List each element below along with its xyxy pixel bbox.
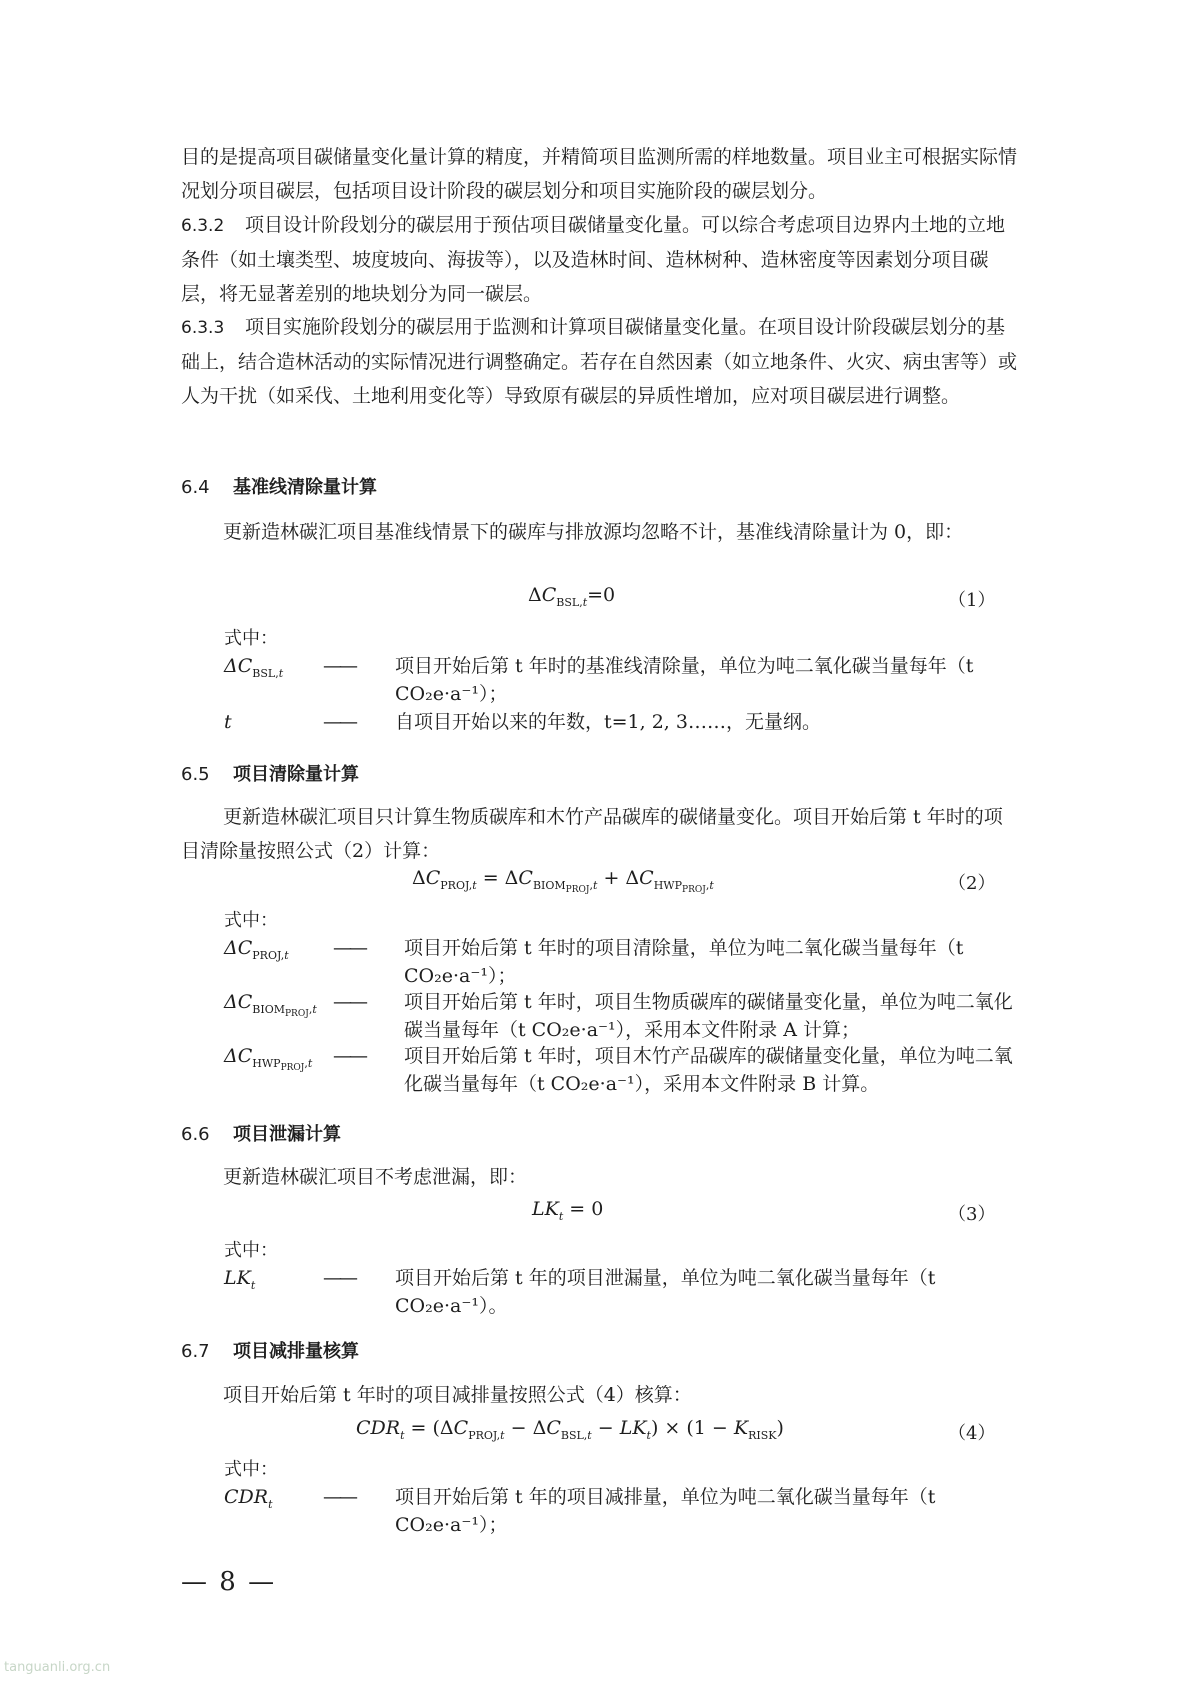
heading-title: 项目泄漏计算 [233, 1124, 341, 1145]
heading-title: 项目减排量核算 [233, 1341, 359, 1362]
definition-text: 自项目开始以来的年数，t=1, 2, 3……，无量纲。 [395, 711, 821, 733]
clause-number: 6.3.2 [181, 216, 225, 236]
definition-dash: —— [323, 655, 355, 677]
paragraph-6-4: 更新造林碳汇项目基准线情景下的碳库与排放源均忽略不计，基准线清除量计为 0，即： [223, 521, 964, 543]
clause-6-3-3 [181, 310, 1021, 413]
definition-text: 项目开始后第 t 年的项目减排量，单位为吨二氧化碳当量每年（t CO₂e·a⁻¹）； [395, 1486, 936, 1536]
clause-number: 6.3.3 [181, 318, 225, 338]
definition-text: 项目开始后第 t 年时的项目清除量，单位为吨二氧化碳当量每年（t CO₂e·a⁻¹）； [404, 937, 964, 987]
equation-2: $\Delta C_{PROJ,t} = \Delta C_{BIOM_{PROJ},t} + \Delta C_{HWP_{PROJ},t}$ [412, 867, 714, 895]
definition-text: 项目开始后第 t 年的项目泄漏量，单位为吨二氧化碳当量每年（t CO₂e·a⁻¹）。 [395, 1267, 936, 1317]
equation-4: $CDR_t = (\Delta C_{PROJ,t} - \Delta C_{BSL,t} - LK_t) \times (1 - K_{RISK})$ [356, 1417, 784, 1442]
clause-text: 项目设计阶段划分的碳层用于预估项目碳储量变化量。可以综合考虑项目边界内土地的立地条件（如土壤类型、坡度坡向、海拔等），以及造林时间、造林树种、造林密度等因素划分项目碳层，将无显著差别的地块划分为同一碳层。 [181, 214, 1006, 305]
heading-title: 项目清除量计算 [233, 764, 359, 785]
heading-number: 6.7 [181, 1341, 210, 1362]
clause-text: 项目实施阶段划分的碳层用于监测和计算项目碳储量变化量。在项目设计阶段碳层划分的基础上，结合造林活动的实际情况进行调整确定。若存在自然因素（如立地条件、火灾、病虫害等）或人为干扰（如采伐、土地利用变化等）导致原有碳层的异质性增加，应对项目碳层进行调整。 [181, 316, 1018, 407]
where-label: 式中： [224, 628, 278, 649]
definition-dash: —— [323, 1267, 355, 1289]
watermark: tanguanli.org.cn [4, 1660, 111, 1675]
definition-dash: —— [323, 1486, 355, 1508]
clause-6-3-2 [181, 208, 1021, 311]
definition-symbol: $LK_t$ [224, 1267, 256, 1292]
heading-6-4 [181, 473, 377, 499]
definition-text: 项目开始后第 t 年时的基准线清除量，单位为吨二氧化碳当量每年（t CO₂e·a⁻¹）； [395, 655, 974, 705]
definition-symbol: $\Delta C_{BSL,t}$ [224, 655, 284, 680]
paragraph-6-7: 项目开始后第 t 年时的项目减排量按照公式（4）核算： [223, 1384, 692, 1406]
definition-text: 项目开始后第 t 年时，项目生物质碳库的碳储量变化量，单位为吨二氧化碳当量每年（t CO₂e·a⁻¹），采用本文件附录 A 计算； [404, 991, 1013, 1041]
heading-number: 6.4 [181, 477, 210, 498]
heading-title: 基准线清除量计算 [233, 477, 377, 498]
heading-6-7 [181, 1337, 359, 1363]
definition-symbol: t [224, 711, 232, 733]
page-number: — 8 — [181, 1567, 277, 1597]
equation-1: $\Delta C_{BSL,t}=0$ [528, 584, 616, 609]
equation-number: （2） [948, 873, 996, 894]
equation-3: $LK_t = 0$ [532, 1198, 604, 1223]
paragraph-6-5: 更新造林碳汇项目只计算生物质碳库和木竹产品碳库的碳储量变化。项目开始后第 t 年时的项目清除量按照公式（2）计算： [181, 806, 1003, 862]
equation-number: （3） [948, 1204, 996, 1225]
paragraph-6-6: 更新造林碳汇项目不考虑泄漏，即： [223, 1166, 528, 1188]
definition-symbol: $\Delta C_{HWP_{PROJ},t}$ [224, 1045, 313, 1073]
heading-6-5 [181, 760, 359, 786]
definition-symbol: $\Delta C_{PROJ,t}$ [224, 937, 289, 962]
definition-text: 项目开始后第 t 年时，项目木竹产品碳库的碳储量变化量，单位为吨二氧化碳当量每年（t CO₂e·a⁻¹），采用本文件附录 B 计算。 [404, 1045, 1013, 1095]
paragraph-intro: 目的是提高项目碳储量变化量计算的精度，并精简项目监测所需的样地数量。项目业主可根据实际情况划分项目碳层，包括项目设计阶段的碳层划分和项目实施阶段的碳层划分。 [181, 146, 1018, 202]
definition-symbol: $\Delta C_{BIOM_{PROJ},t}$ [224, 991, 317, 1019]
heading-number: 6.5 [181, 764, 210, 785]
where-label: 式中： [224, 1459, 278, 1480]
equation-number: （4） [948, 1423, 996, 1444]
where-label: 式中： [224, 910, 278, 931]
heading-number: 6.6 [181, 1124, 210, 1145]
definition-dash: —— [333, 991, 365, 1013]
equation-number: （1） [948, 590, 996, 611]
definition-dash: —— [323, 711, 355, 733]
definition-dash: —— [333, 937, 365, 959]
where-label: 式中： [224, 1240, 278, 1261]
definition-dash: —— [333, 1045, 365, 1067]
heading-6-6 [181, 1120, 341, 1146]
definition-symbol: $CDR_t$ [224, 1486, 273, 1511]
